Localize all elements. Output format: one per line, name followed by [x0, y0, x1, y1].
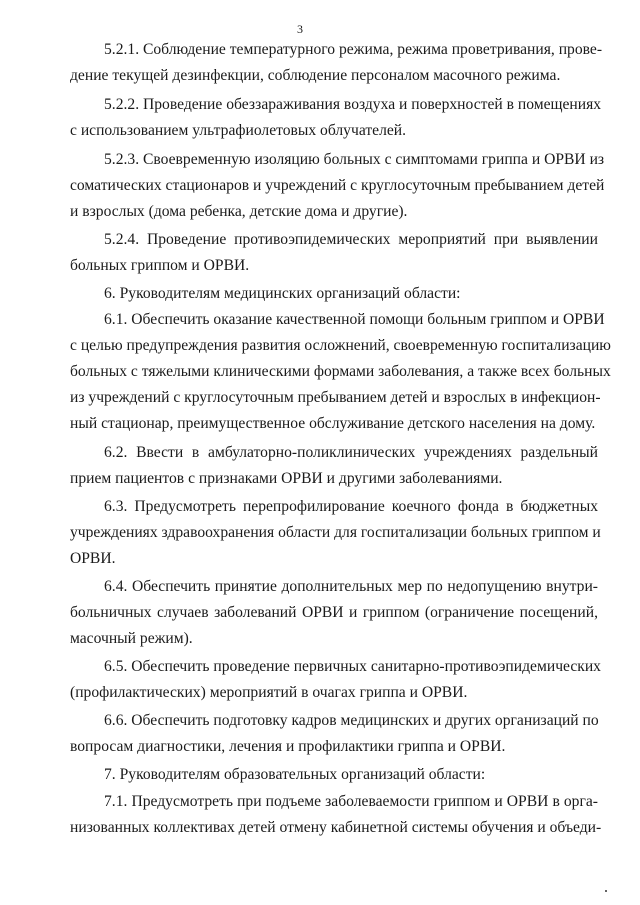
text-line: 5.2.4. Проведение противоэпидемических мероприятий при выявлении — [104, 231, 598, 248]
text-line: 5.2.3. Своевременную изоляцию больных с симптомами гриппа и ОРВИ из — [104, 151, 605, 168]
text-line: (профилактических) мероприятий в очагах гриппа и ОРВИ. — [70, 684, 468, 701]
text-line: низованных коллективах детей отмену кабинетной системы обучения и объеди- — [70, 819, 602, 836]
text-line: дение текущей дезинфекции, соблюдение персоналом масочного режима. — [70, 67, 561, 84]
text-line: ОРВИ. — [70, 550, 116, 567]
section-heading: 7. Руководителям образовательных организаций области: — [104, 766, 486, 783]
text-line: больных с тяжелыми клиническими формами заболевания, а также всех больных — [70, 363, 611, 380]
text-line: вопросам диагностики, лечения и профилактики гриппа и ОРВИ. — [70, 738, 506, 755]
text-line: и взрослых (дома ребенка, детские дома и другие). — [70, 203, 408, 220]
text-line: 5.2.1. Соблюдение температурного режима, режима проветривания, прове- — [104, 41, 603, 58]
text-line: из учреждений с круглосуточным пребыванием детей и взрослых в инфекцион- — [70, 389, 601, 406]
scan-speck — [605, 890, 607, 892]
text-line: 6.4. Обеспечить принятие дополнительных мер по недопущению внутри- — [104, 578, 598, 595]
text-line: соматических стационаров и учреждений с круглосуточным пребыванием детей — [70, 177, 605, 194]
text-line: 5.2.2. Проведение обеззараживания воздуха и поверхностей в помещениях — [104, 96, 602, 113]
text-line: с использованием ультрафиолетовых облучателей. — [70, 122, 407, 139]
text-line: прием пациентов с признаками ОРВИ и другими заболеваниями. — [70, 470, 503, 487]
section-heading: 6. Руководителям медицинских организаций области: — [104, 285, 461, 302]
text-line: 6.6. Обеспечить подготовку кадров медицинских и других организаций по — [104, 712, 599, 729]
text-line: больничных случаев заболеваний ОРВИ и гриппом (ограничение посещений, — [70, 604, 598, 621]
text-line: ный стационар, преимущественное обслуживание детского населения на дому. — [70, 415, 596, 432]
text-line: масочный режим). — [70, 630, 193, 647]
text-line: 6.2. Ввести в амбулаторно-поликлинических учреждениях раздельный — [104, 444, 598, 461]
page-number: 3 — [297, 22, 303, 36]
text-line: с целью предупреждения развития осложнений, своевременную госпитализацию — [70, 337, 611, 354]
text-line: 6.1. Обеспечить оказание качественной помощи больным гриппом и ОРВИ — [104, 311, 605, 328]
text-line: учреждениях здравоохранения области для госпитализации больных гриппом и — [70, 524, 601, 541]
text-line: 7.1. Предусмотреть при подъеме заболеваемости гриппом и ОРВИ в орга- — [104, 793, 598, 810]
text-line: 6.3. Предусмотреть перепрофилирование коечного фонда в бюджетных — [104, 498, 598, 515]
text-line: 6.5. Обеспечить проведение первичных санитарно-противоэпидемических — [104, 658, 601, 675]
text-line: больных гриппом и ОРВИ. — [70, 257, 250, 274]
